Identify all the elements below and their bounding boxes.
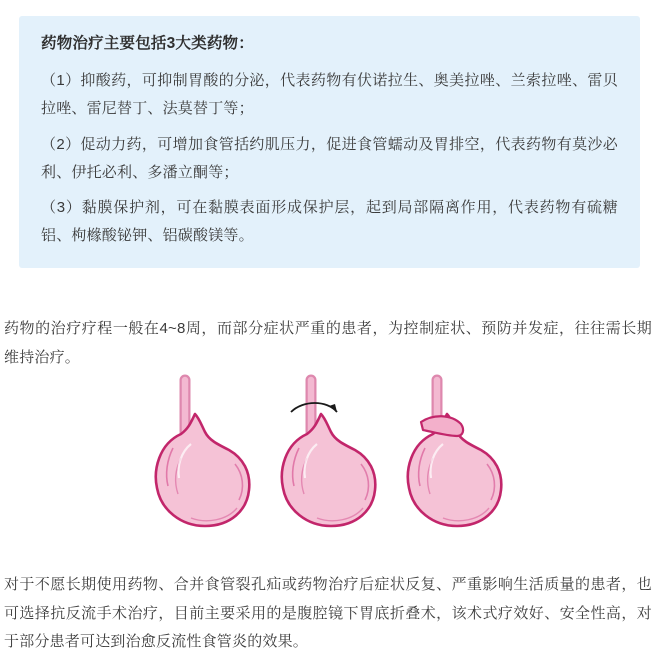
stomach-stage-2 xyxy=(281,380,374,526)
paragraph-treatment-duration: 药物的治疗疗程一般在4~8周，而部分症状严重的患者，为控制症状、预防并发症，往往需长期维持治疗。 xyxy=(4,320,652,366)
fundoplication-illustration xyxy=(0,368,659,540)
stomach-stage-3 xyxy=(407,380,500,526)
callout-item-3: （3）黏膜保护剂，可在黏膜表面形成保护层，起到局部隔离作用，代表药物有硫糖铝、枸橼酸铋钾、铝碳酸镁等。 xyxy=(41,199,618,244)
callout-item-1: （1）抑酸药，可抑制胃酸的分泌，代表药物有伏诺拉生、奥美拉唑、兰索拉唑、雷贝拉唑、雷尼替丁、法莫替丁等； xyxy=(41,72,618,117)
callout-title: 药物治疗主要包括3大类药物： xyxy=(41,35,254,52)
paragraph-surgery-option: 对于不愿长期使用药物、合并食管裂孔疝或药物治疗后症状反复、严重影响生活质量的患者，也可选择抗反流手术治疗，目前主要采用的是腹腔镜下胃底折叠术，该术式疗效好、安全性高，对于部分患者可达到治愈反流性食管炎的效果。 xyxy=(4,576,652,650)
callout-item-2: （2）促动力药，可增加食管括约肌压力，促进食管蠕动及胃排空，代表药物有莫沙必利、伊托必利、多潘立酮等； xyxy=(41,135,618,181)
medication-callout-box xyxy=(19,16,640,268)
stomach-stage-1 xyxy=(155,380,248,526)
